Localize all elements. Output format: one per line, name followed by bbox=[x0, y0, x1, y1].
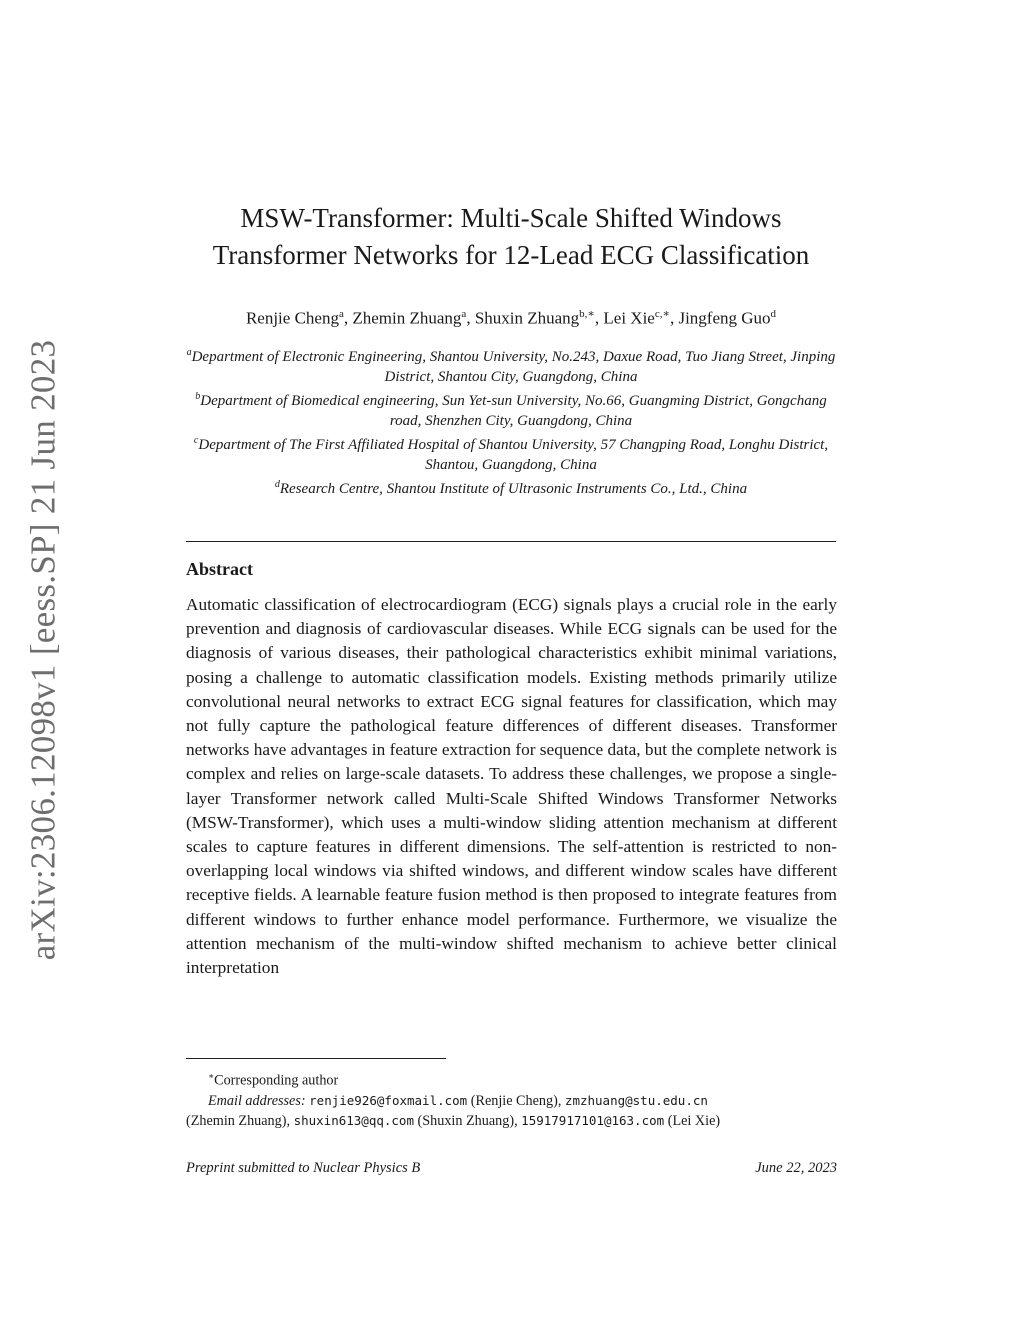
email-owner: (Renjie Cheng), bbox=[470, 1092, 562, 1109]
author-affil-mark: c,∗ bbox=[654, 308, 670, 320]
affiliation-text: Research Centre, Shantou Institute of Ultrasonic Instruments Co., Ltd., China bbox=[279, 481, 748, 497]
arxiv-id-text: arXiv:2306.12098v1 [eess.SP] 21 Jun 2023 bbox=[23, 339, 62, 961]
footnote-rule bbox=[186, 1058, 446, 1059]
email-owner: (Zhemin Zhuang), bbox=[186, 1112, 291, 1129]
author-affil-mark: a bbox=[461, 308, 467, 320]
email-owner: (Shuxin Zhuang), bbox=[417, 1112, 518, 1129]
author-separator: , bbox=[343, 308, 353, 328]
title-line-2: Transformer Networks for 12-Lead ECG Classification bbox=[212, 240, 810, 270]
affiliation-text: Department of Electronic Engineering, Shantou University, No.243, Daxue Road, Tuo Jiang Street, Jinping District, Shantou City, Guangdong, China bbox=[191, 349, 836, 385]
footer-date: June 22, 2023 bbox=[755, 1160, 837, 1176]
author-name: Zhemin Zhuang bbox=[352, 308, 462, 328]
abstract-body: Automatic classification of electrocardiogram (ECG) signals plays a crucial role in the early prevention and diagnosis of cardiovascular diseases. While ECG signals can be used for the diagnosis of various diseases, their pathological characteristics exhibit minimal variations, posing a challenge to automatic classification models. Existing methods primarily utilize convolutional neural networks to extract ECG signal features for classification, which may not fully capture the pathological feature differences of different diseases. Transformer networks have advantages in feature extraction for sequence data, but the complete network is complex and relies on large-scale datasets. To address these challenges, we propose a single-layer Transformer network called Multi-Scale Shifted Windows Transformer Networks (MSW-Transformer), which uses a multi-window sliding attention mechanism at different scales to capture features in different dimensions. The self-attention is restricted to non-overlapping local windows via shifted windows, and different window scales have different receptive fields. A learnable feature fusion method is then proposed to integrate features from different windows to further enhance model performance. Furthermore, we visualize the attention mechanism of the multi-window shifted mechanism to achieve better clinical interpretation bbox=[186, 595, 837, 978]
author-affil-mark: a bbox=[338, 308, 344, 320]
footnote-marker: ∗ bbox=[208, 1071, 215, 1081]
title-line-1: MSW-Transformer: Multi-Scale Shifted Windows bbox=[240, 203, 782, 233]
author-name: Jingfeng Guo bbox=[678, 308, 771, 328]
paper-title bbox=[185, 200, 837, 274]
email-owner: (Lei Xie) bbox=[667, 1112, 721, 1129]
affiliation-mark: b bbox=[195, 391, 201, 402]
affiliation bbox=[185, 387, 837, 431]
email-link[interactable]: renjie926@foxmail.com bbox=[309, 1092, 468, 1108]
affiliation-list bbox=[185, 343, 837, 499]
abstract-heading: Abstract bbox=[186, 559, 253, 579]
affiliation bbox=[185, 431, 837, 475]
author-separator: , bbox=[594, 308, 604, 328]
author-name: Shuxin Zhuang bbox=[474, 308, 580, 328]
email-label: Email addresses: bbox=[208, 1092, 306, 1109]
page-footer bbox=[186, 1160, 837, 1177]
arxiv-watermark bbox=[6, 339, 80, 961]
author-affil-mark: b,∗ bbox=[579, 308, 595, 320]
author-affil-mark: d bbox=[770, 308, 777, 320]
email-list bbox=[186, 1091, 837, 1131]
author-list bbox=[150, 302, 872, 331]
affiliation-mark: d bbox=[274, 479, 280, 490]
affiliation bbox=[185, 343, 837, 387]
affiliation-mark: a bbox=[186, 347, 192, 358]
author-name: Lei Xie bbox=[603, 308, 655, 328]
footer-journal: Preprint submitted to Nuclear Physics B bbox=[186, 1160, 421, 1176]
corresponding-label: Corresponding author bbox=[214, 1072, 339, 1089]
footnote bbox=[186, 1066, 837, 1131]
email-link[interactable]: zmzhuang@stu.edu.cn bbox=[564, 1092, 708, 1108]
email-link[interactable]: shuxin613@qq.com bbox=[293, 1112, 414, 1128]
author-name: Renjie Cheng bbox=[245, 308, 339, 328]
affiliation-text: Department of The First Affiliated Hospital of Shantou University, 57 Changping Road, Longhu District, Shantou, Guangdong, China bbox=[198, 437, 829, 473]
abstract-top-rule bbox=[186, 541, 836, 542]
corresponding-note bbox=[186, 1066, 837, 1091]
affiliation-text: Department of Biomedical engineering, Sun Yet-sun University, No.66, Guangming District, Gongchang road, Shenzhen City, Guangdong, China bbox=[200, 393, 827, 429]
author-separator: , bbox=[669, 308, 679, 328]
affiliation bbox=[185, 475, 837, 499]
email-link[interactable]: 15917917101@163.com bbox=[521, 1112, 665, 1128]
author-separator: , bbox=[466, 308, 475, 328]
affiliation-mark: c bbox=[193, 435, 199, 446]
